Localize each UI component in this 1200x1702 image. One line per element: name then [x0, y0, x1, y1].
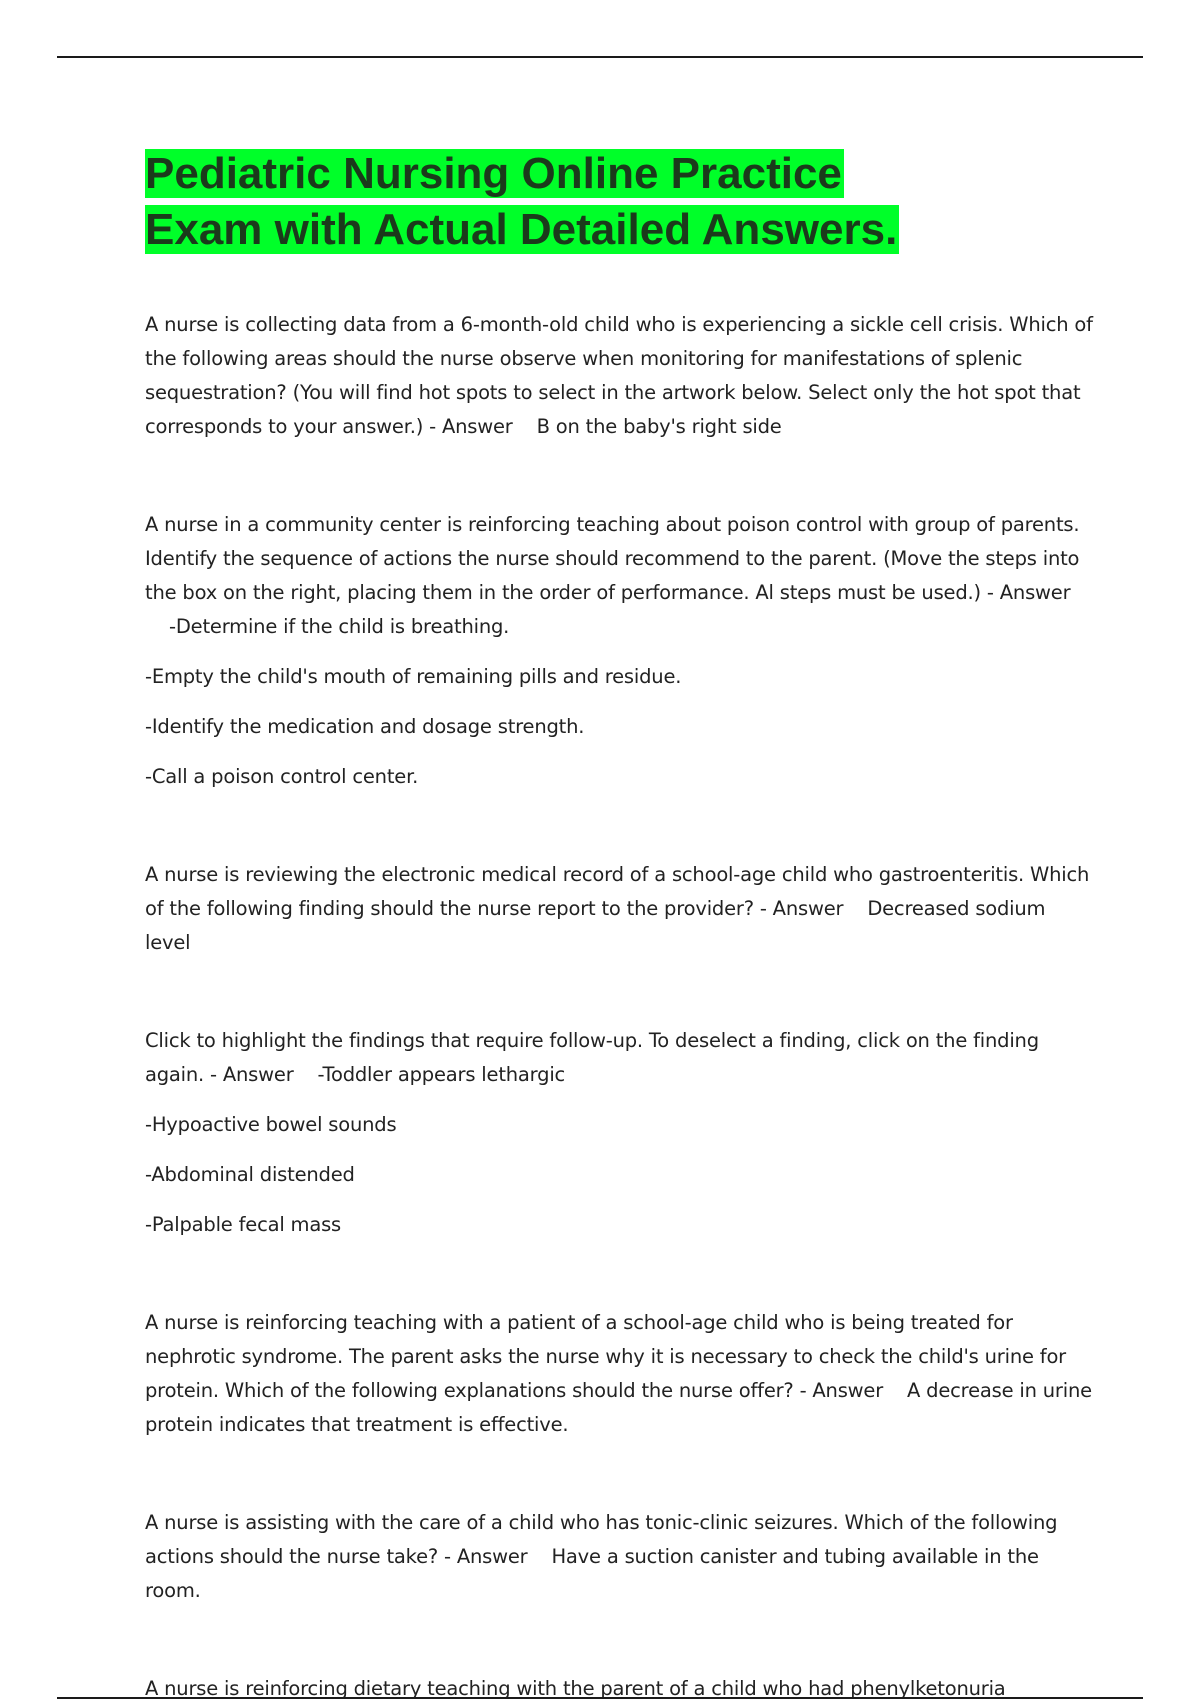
question-text: [145, 508, 1095, 644]
question-stem: A nurse is collecting data from a 6-month-old child who is experiencing a sickle cell crisis. Which of the following areas should the nurse observe when monitoring for manifestations of splenic sequestration? (You will find hot spots to select in the artwork below. Select only the hot spot that corresponds to your answer.) - Answer: [145, 313, 1093, 438]
title-line-1: Pediatric Nursing Online Practice: [145, 149, 842, 198]
answer-text: Decreased sodium level: [145, 897, 1046, 954]
answer-finding: -Palpable fecal mass: [145, 1213, 342, 1236]
partial-question-text: A nurse is reinforcing dietary teaching with the parent of a child who had phenylketonuria: [145, 1677, 1006, 1700]
question-block-3: [145, 858, 1095, 960]
answer-step: -Call a poison control center.: [145, 765, 419, 788]
footer-rule: [57, 1697, 1143, 1699]
question-block-5: [145, 1306, 1095, 1442]
question-text: [145, 858, 1095, 960]
question-block-1: [145, 308, 1095, 444]
question-stem: A nurse in a community center is reinforcing teaching about poison control with group of parents. Identify the sequence of actions the nurse should recommend to the parent. (Move the steps into the box on the right, placing them in the order of performance. Al steps must be used.) - Answer: [145, 513, 1080, 604]
question-block-6: [145, 1506, 1095, 1608]
answer-step: -Identify the medication and dosage strength.: [145, 715, 585, 738]
question-text: [145, 308, 1095, 444]
question-stem: A nurse is assisting with the care of a child who has tonic-clinic seizures. Which of the following actions should the nurse take? - Answer: [145, 1511, 1058, 1568]
answer-step: -Empty the child's mouth of remaining pills and residue.: [145, 665, 682, 688]
document-body: [145, 146, 1095, 1702]
question-text: [145, 1506, 1095, 1608]
document-title: [145, 146, 1095, 258]
answer-text: Have a suction canister and tubing available in the room.: [145, 1545, 1039, 1602]
answer-text: -Determine if the child is breathing.: [169, 615, 510, 638]
question-text: [145, 1306, 1095, 1442]
answer-finding: -Hypoactive bowel sounds: [145, 1113, 397, 1136]
question-stem: A nurse is reviewing the electronic medical record of a school-age child who gastroenteritis. Which of the following finding should the nurse report to the provider? - Answer: [145, 863, 1090, 920]
question-text: [145, 1024, 1095, 1092]
question-block-2: [145, 508, 1095, 794]
answer-text: -Toddler appears lethargic: [317, 1063, 566, 1086]
question-stem: Click to highlight the findings that require follow-up. To deselect a finding, click on the finding again. - Answer: [145, 1029, 1039, 1086]
answer-finding: -Abdominal distended: [145, 1163, 355, 1186]
title-line-2: Exam with Actual Detailed Answers.: [145, 205, 898, 254]
answer-text: A decrease in urine protein indicates that treatment is effective.: [145, 1379, 1092, 1436]
question-stem: A nurse is reinforcing teaching with a patient of a school-age child who is being treated for nephrotic syndrome. The parent asks the nurse why it is necessary to check the child's urine for protein. Which of the following explanations should the nurse offer? - Answer: [145, 1311, 1066, 1402]
header-rule: [57, 56, 1143, 58]
question-block-4: [145, 1024, 1095, 1242]
answer-text: B on the baby's right side: [536, 415, 782, 438]
